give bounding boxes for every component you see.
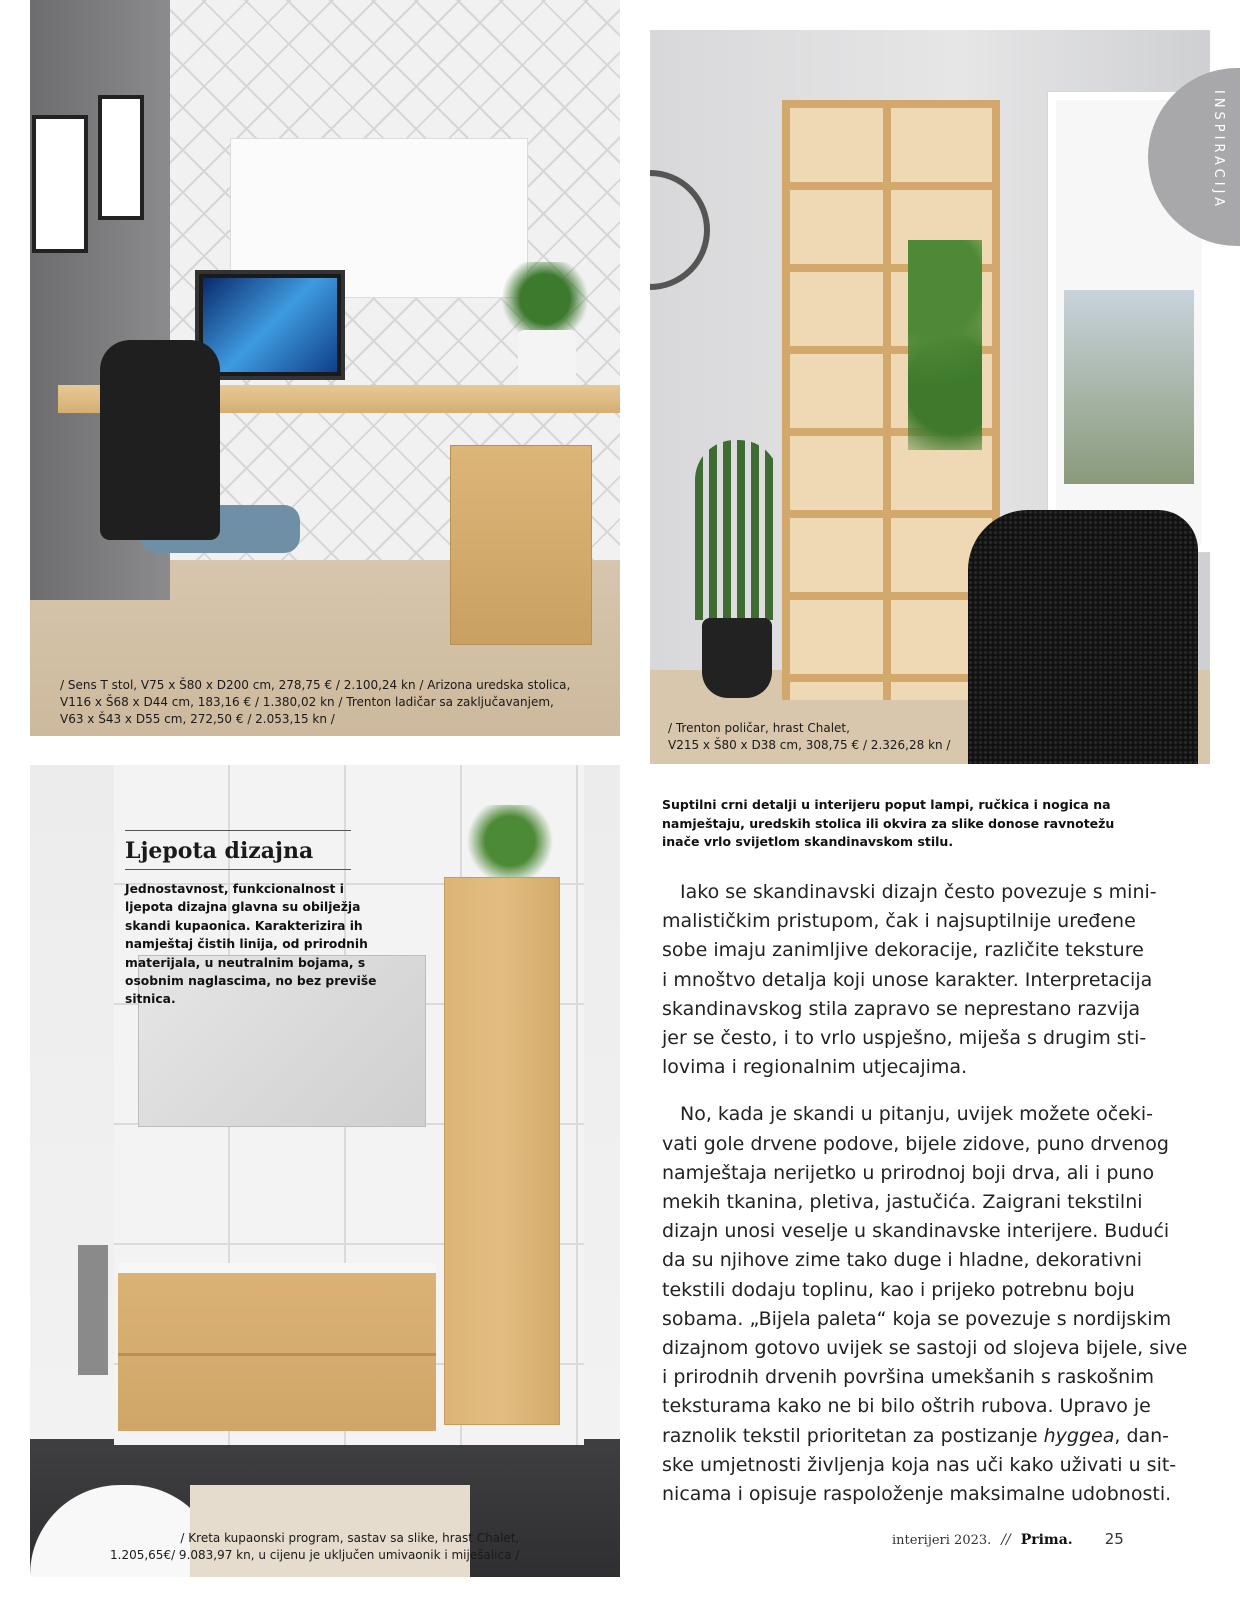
paragraph: Iako se skandinavski dizajn često povezuje s mini- malističkim pristupom, čak i najsuptilnije uređene sobe imaju zanimljive dekoracije, različite teksture i mnoštvo detalja koji unose karakter. Interpretacija skandinavskog stila zapravo se neprestano razvija jer se često, i to vrlo uspješno, miješa s drugim sti- lovima i regionalnim utjecajima.	[662, 881, 1157, 1079]
wall-frame	[32, 115, 88, 253]
vanity-unit	[118, 1263, 436, 1431]
drawer-unit	[450, 445, 592, 645]
shelf-caption: / Trenton poličar, hrast Chalet, V215 x Š80 x D38 cm, 308,75 € / 2.326,28 kn /	[668, 721, 951, 752]
pull-quote: Suptilni crni detalji u interijeru poput lampi, ručkica i nogica na namještaju, uredskih stolica ili okvira za slike donose ravnotežu inače vrlo svijetlom skandinavskom stilu.	[662, 797, 1115, 849]
brand-logo: Prima.	[1020, 1532, 1073, 1548]
paragraph: No, kada je skandi u pitanju, uvijek možete očeki- vati gole drvene podove, bijele zidove, puno drvenog namještaja nerijetko u prirodnoj boji drva, ali i puno mekih tkanina, pletiva, jastučića. Zaigrani tekstilni dizajn unosi veselje u skandinavske interijere. Budući da su njihove zime tako duge i hladne, dekorativni tekstili dodaju toplinu, kao i prijeko potrebnu boju sobama. „Bijela paleta“ koja se povezuje s nordijskim dizajnom gotovo uvijek se sastoji od slojeva bijele, sive i prirodnih drvenih površina umekšanih s raskošnim teksturama kako ne bi bilo oštrih rubova. Upravo je raznolik tekstil prioritetan za postizanje hyggea, dan- ske umjetnosti življenja koja nas uči kako uživati u sit- nicama i opisuje raspoloženje maksimalne udobnosti.	[662, 1103, 1188, 1506]
office-caption: / Sens T stol, V75 x Š80 x D200 cm, 278,75 € / 2.100,24 kn / Arizona uredska stolica, V116 x Š68 x D44 cm, 183,16 € / 1.380,02 kn / Trenton ladičar sa zaključavanjem, V63 x Š43 x D55 cm, 272,50 € / 2.053,15 kn /	[60, 678, 571, 726]
shelf-photo	[650, 30, 1210, 764]
mesh-chair	[968, 510, 1198, 764]
plant-pot	[702, 618, 772, 698]
section-tab-label: INSPIRACIJA	[1211, 90, 1226, 211]
wall-clock	[650, 170, 710, 290]
tall-cabinet	[444, 877, 560, 1425]
magazine-name: interijeri 2023.	[892, 1533, 992, 1548]
emphasis: hyggea	[1043, 1424, 1115, 1447]
sidebar-title: Ljepota dizajna	[125, 837, 351, 870]
sidebar-box	[125, 830, 377, 1009]
office-photo	[30, 0, 620, 736]
article-body	[662, 878, 1188, 1509]
bath-caption: / Kreta kupaonski program, sastav sa slike, hrast Chalet, 1.205,65€/ 9.083,97 kn, u cijenu je uključen umivaonik i miješalica /	[110, 1531, 520, 1562]
sidebar-text: Jednostavnost, funkcionalnost i ljepota dizajna glavna su obilježja skandi kupaonica. Karakterizira ih namještaj čistih linija, od prirodnih materijala, u neutralnim bojama, s osobnim naglascima, no bez previše sitnica.	[125, 882, 377, 1007]
towel	[78, 1245, 108, 1375]
office-chair	[100, 340, 220, 540]
page-number: 25	[1104, 1530, 1124, 1548]
wall-frame	[98, 95, 144, 220]
footer-separator: //	[1001, 1532, 1011, 1548]
page-footer	[892, 1530, 1124, 1548]
